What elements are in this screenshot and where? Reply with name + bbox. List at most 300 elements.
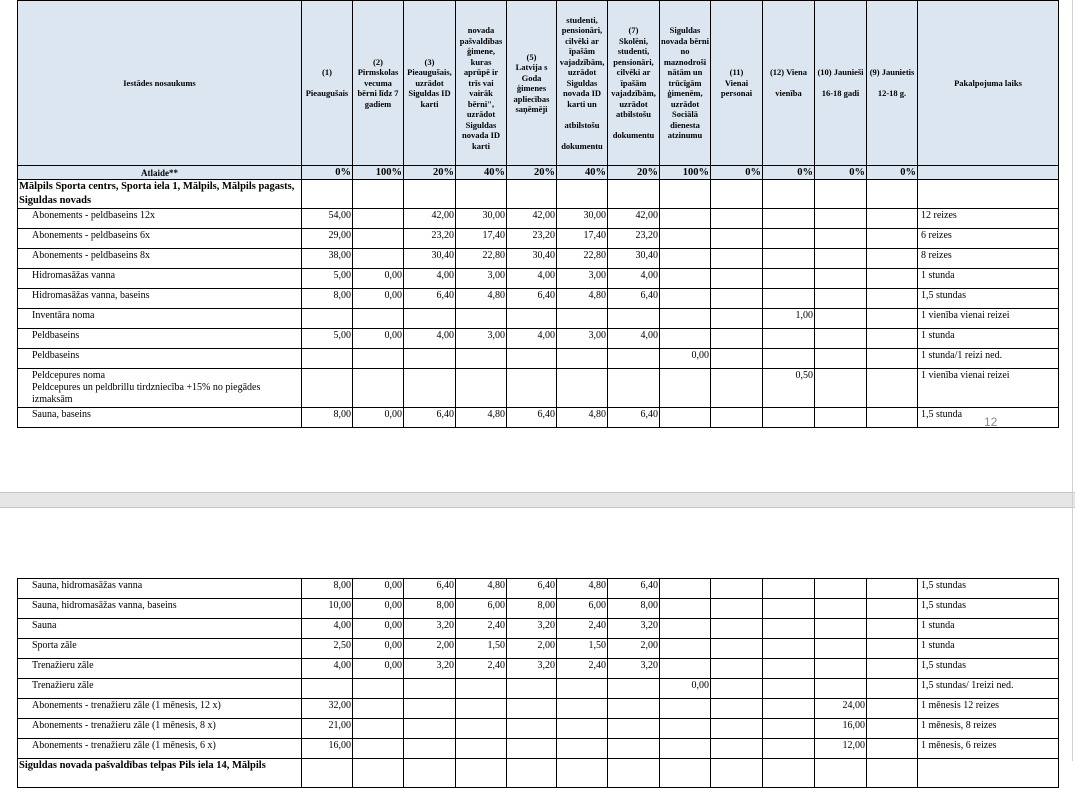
empty-cell (404, 180, 456, 209)
empty-cell (815, 759, 867, 788)
price-cell (815, 579, 867, 599)
price-cell: 6,00 (456, 599, 507, 619)
price-cell (711, 229, 763, 249)
price-cell: 6,40 (608, 408, 660, 428)
column-header: (7) Skolēni, studenti, pensionāri, cilvēki ar īpašām vajadzībām, uzrādot atbilstošu dokumentu (608, 1, 660, 166)
price-cell (815, 289, 867, 309)
price-cell (660, 329, 711, 349)
empty-cell (815, 180, 867, 209)
price-cell (456, 679, 507, 699)
discount-value: 20% (507, 166, 557, 180)
price-cell: 4,00 (404, 329, 456, 349)
price-cell (557, 309, 608, 329)
discount-value: 40% (456, 166, 507, 180)
price-cell (660, 659, 711, 679)
empty-cell (763, 180, 815, 209)
price-cell (815, 329, 867, 349)
service-name: Trenažieru zāle (18, 659, 302, 679)
section-row (18, 759, 1059, 788)
price-cell (815, 639, 867, 659)
price-cell (608, 369, 660, 408)
service-name: Trenažieru zāle (18, 679, 302, 699)
service-name: Inventāra noma (18, 309, 302, 329)
document-page-13 (0, 508, 1075, 771)
price-cell (404, 369, 456, 408)
service-time: 1 mēnesis, 8 reizes (918, 719, 1059, 739)
price-cell: 10,00 (302, 599, 353, 619)
service-time: 1 stunda/1 reizi ned. (918, 349, 1059, 369)
price-cell (456, 309, 507, 329)
price-cell: 6,40 (404, 408, 456, 428)
price-cell: 6,40 (507, 579, 557, 599)
price-cell (404, 699, 456, 719)
empty-cell (660, 180, 711, 209)
price-cell: 4,00 (404, 269, 456, 289)
price-cell (660, 408, 711, 428)
service-time: 1,5 stundas (918, 289, 1059, 309)
empty-cell (711, 180, 763, 209)
price-cell (660, 249, 711, 269)
price-cell (353, 739, 404, 759)
empty-cell (557, 180, 608, 209)
service-name: Peldbaseins (18, 329, 302, 349)
price-cell: 38,00 (302, 249, 353, 269)
price-cell: 3,00 (456, 269, 507, 289)
header-name: Iestādes nosaukums (18, 1, 302, 166)
price-cell: 22,80 (456, 249, 507, 269)
service-name: Peldcepures noma Peldcepures un peldbrillu tirdzniecība +15% no piegādes izmaksām (18, 369, 302, 408)
empty-cell (507, 759, 557, 788)
price-cell (608, 699, 660, 719)
price-cell (763, 739, 815, 759)
table-row (18, 599, 1059, 619)
price-cell (456, 699, 507, 719)
price-cell (867, 369, 918, 408)
service-time: 1,5 stunda (918, 408, 1059, 428)
table-row (18, 289, 1059, 309)
price-cell: 0,00 (353, 619, 404, 639)
price-cell (660, 269, 711, 289)
column-header: (10) Jaunieši 16-18 gadi (815, 1, 867, 166)
service-name: Sauna, hidromasāžas vanna, baseins (18, 599, 302, 619)
empty-cell (608, 759, 660, 788)
discount-value: 100% (660, 166, 711, 180)
price-cell (867, 209, 918, 229)
price-cell (557, 739, 608, 759)
price-cell (660, 639, 711, 659)
price-cell (507, 699, 557, 719)
price-cell (867, 269, 918, 289)
column-header: (11) Vienai personai (711, 1, 763, 166)
price-cell (557, 719, 608, 739)
price-cell (353, 349, 404, 369)
table-row (18, 639, 1059, 659)
price-cell: 3,20 (404, 659, 456, 679)
price-cell (507, 679, 557, 699)
empty-cell (557, 759, 608, 788)
column-header: (5) Latvija s Goda ģimenes apliecības saņēmēji (507, 1, 557, 166)
price-cell: 4,80 (456, 289, 507, 309)
price-cell: 8,00 (302, 289, 353, 309)
service-name: Sauna (18, 619, 302, 639)
price-cell: 17,40 (456, 229, 507, 249)
price-cell (608, 679, 660, 699)
price-cell: 23,20 (404, 229, 456, 249)
price-cell: 4,80 (557, 408, 608, 428)
price-cell (353, 229, 404, 249)
column-header: studenti, pensionāri, cilvēki ar īpašām vajadzībām, uzrādot Siguldas novada ID karti un atbilstošu dokumentu (557, 1, 608, 166)
price-cell (815, 659, 867, 679)
discount-value: 20% (404, 166, 456, 180)
service-name: Sauna, baseins (18, 408, 302, 428)
empty-cell (456, 180, 507, 209)
empty-cell (660, 759, 711, 788)
price-cell (867, 679, 918, 699)
discount-row (18, 166, 1059, 180)
service-name: Abonements - peldbaseins 12x (18, 209, 302, 229)
price-cell (711, 269, 763, 289)
price-cell: 42,00 (608, 209, 660, 229)
discount-value: 0% (302, 166, 353, 180)
price-cell (763, 209, 815, 229)
price-cell: 2,40 (456, 659, 507, 679)
price-cell: 2,40 (456, 619, 507, 639)
price-cell (815, 309, 867, 329)
table-row (18, 329, 1059, 349)
price-cell (456, 719, 507, 739)
header-time: Pakalpojuma laiks (918, 1, 1059, 166)
price-cell (867, 349, 918, 369)
table-row (18, 699, 1059, 719)
price-cell (608, 719, 660, 739)
price-cell: 6,40 (608, 579, 660, 599)
service-time: 1 stunda (918, 329, 1059, 349)
price-cell: 30,40 (404, 249, 456, 269)
price-cell (867, 599, 918, 619)
price-cell (763, 679, 815, 699)
price-cell (867, 619, 918, 639)
price-cell (353, 719, 404, 739)
price-cell: 4,00 (608, 269, 660, 289)
discount-value: 20% (608, 166, 660, 180)
price-cell (711, 599, 763, 619)
price-cell (815, 209, 867, 229)
price-cell: 6,00 (557, 599, 608, 619)
price-cell: 4,80 (557, 579, 608, 599)
discount-value: 100% (353, 166, 404, 180)
page-break-gap (0, 492, 1075, 508)
price-cell: 0,00 (353, 639, 404, 659)
price-cell: 30,40 (507, 249, 557, 269)
price-table-page-13 (17, 578, 1059, 788)
column-header: novada pašvaldības ģimene, kuras aprūpē ir trīs vai vairāk bērni", uzrādot Siguldas novada ID karti (456, 1, 507, 166)
price-cell: 3,20 (608, 619, 660, 639)
price-cell: 3,20 (404, 619, 456, 639)
empty-cell (353, 180, 404, 209)
price-cell (660, 739, 711, 759)
price-cell: 3,00 (557, 329, 608, 349)
price-cell (711, 699, 763, 719)
price-cell (763, 619, 815, 639)
price-cell: 2,40 (557, 659, 608, 679)
price-table-page-12 (17, 0, 1059, 428)
price-cell: 3,00 (557, 269, 608, 289)
price-cell: 12,00 (815, 739, 867, 759)
service-time: 8 reizes (918, 249, 1059, 269)
price-cell (608, 309, 660, 329)
price-cell (353, 679, 404, 699)
table-row (18, 229, 1059, 249)
price-cell (867, 579, 918, 599)
price-cell (507, 369, 557, 408)
service-name: Abonements - peldbaseins 8x (18, 249, 302, 269)
price-cell (404, 349, 456, 369)
empty-cell (867, 180, 918, 209)
price-cell (763, 599, 815, 619)
price-cell (353, 699, 404, 719)
empty-cell (302, 759, 353, 788)
price-cell (660, 209, 711, 229)
price-cell: 4,00 (507, 269, 557, 289)
price-cell (711, 619, 763, 639)
price-cell: 3,00 (456, 329, 507, 349)
price-cell: 3,20 (507, 659, 557, 679)
service-name: Peldbaseins (18, 349, 302, 369)
table-row (18, 309, 1059, 329)
price-cell (507, 349, 557, 369)
price-cell (557, 349, 608, 369)
table-row (18, 408, 1059, 428)
header-row (18, 1, 1059, 166)
price-cell (353, 209, 404, 229)
price-cell: 4,00 (507, 329, 557, 349)
price-cell (302, 309, 353, 329)
column-header: (12) Viena vienība (763, 1, 815, 166)
table-row (18, 249, 1059, 269)
column-header: (3) Pieaugušais, uzrādot Siguldas ID karti (404, 1, 456, 166)
price-cell (763, 639, 815, 659)
price-cell: 0,00 (353, 269, 404, 289)
price-cell: 0,00 (353, 289, 404, 309)
price-cell (302, 369, 353, 408)
price-cell: 16,00 (302, 739, 353, 759)
table-row (18, 739, 1059, 759)
table-row (18, 719, 1059, 739)
price-cell (711, 639, 763, 659)
empty-cell (867, 759, 918, 788)
page-number: 12 (984, 415, 998, 429)
price-cell (711, 289, 763, 309)
column-header: (9) Jaunietis 12-18 g. (867, 1, 918, 166)
price-cell (763, 229, 815, 249)
price-cell: 2,50 (302, 639, 353, 659)
price-cell: 3,20 (608, 659, 660, 679)
price-cell: 8,00 (507, 599, 557, 619)
service-time: 1,5 stundas (918, 599, 1059, 619)
price-cell: 30,40 (608, 249, 660, 269)
price-cell: 21,00 (302, 719, 353, 739)
price-cell (815, 269, 867, 289)
price-cell: 2,00 (404, 639, 456, 659)
price-cell: 5,00 (302, 269, 353, 289)
price-cell (815, 599, 867, 619)
section-title: Siguldas novada pašvaldības telpas Pils iela 14, Mālpils (18, 759, 302, 788)
empty-cell (608, 180, 660, 209)
price-cell (660, 309, 711, 329)
discount-value: 40% (557, 166, 608, 180)
empty-cell (711, 759, 763, 788)
price-cell (763, 659, 815, 679)
price-cell (660, 579, 711, 599)
price-cell (302, 349, 353, 369)
table-row (18, 209, 1059, 229)
price-cell (711, 209, 763, 229)
discount-empty (918, 166, 1059, 180)
discount-value: 0% (711, 166, 763, 180)
price-cell: 6,40 (404, 289, 456, 309)
price-cell (608, 739, 660, 759)
price-cell (404, 679, 456, 699)
service-time: 12 reizes (918, 209, 1059, 229)
price-cell (867, 719, 918, 739)
service-name: Abonements - peldbaseins 6x (18, 229, 302, 249)
empty-cell (507, 180, 557, 209)
price-cell: 16,00 (815, 719, 867, 739)
service-time: 1 vienība vienai reizei (918, 369, 1059, 408)
price-cell (507, 309, 557, 329)
service-time: 1 stunda (918, 639, 1059, 659)
price-cell (815, 369, 867, 408)
table-row (18, 269, 1059, 289)
price-cell (867, 739, 918, 759)
price-cell: 1,00 (763, 309, 815, 329)
price-cell (763, 289, 815, 309)
section-title: Mālpils Sporta centrs, Sporta iela 1, Mālpils, Mālpils pagasts, Siguldas novads (18, 180, 302, 209)
price-cell (608, 349, 660, 369)
price-cell (507, 719, 557, 739)
price-cell (711, 679, 763, 699)
section-row (18, 180, 1059, 209)
column-header: (2) Pirmskolas vecuma bērni līdz 7 gadiem (353, 1, 404, 166)
price-cell: 42,00 (404, 209, 456, 229)
service-name: Sauna, hidromasāžas vanna (18, 579, 302, 599)
service-time: 1 mēnesis 12 reizes (918, 699, 1059, 719)
price-cell (711, 329, 763, 349)
price-cell: 3,20 (507, 619, 557, 639)
service-name: Hidromasāžas vanna (18, 269, 302, 289)
price-cell: 24,00 (815, 699, 867, 719)
price-cell (815, 249, 867, 269)
price-cell: 0,00 (660, 679, 711, 699)
column-header: (1) Pieaugušais (302, 1, 353, 166)
price-cell: 5,00 (302, 329, 353, 349)
price-cell (353, 369, 404, 408)
price-cell (867, 309, 918, 329)
price-cell (711, 309, 763, 329)
discount-value: 0% (763, 166, 815, 180)
price-cell (404, 309, 456, 329)
price-cell: 0,00 (353, 408, 404, 428)
price-cell (660, 719, 711, 739)
price-cell: 23,20 (608, 229, 660, 249)
table-row (18, 619, 1059, 639)
price-cell (660, 289, 711, 309)
empty-cell (918, 759, 1059, 788)
service-name: Hidromasāžas vanna, baseins (18, 289, 302, 309)
price-cell: 1,50 (456, 639, 507, 659)
price-cell: 30,00 (557, 209, 608, 229)
price-cell (507, 739, 557, 759)
empty-cell (763, 759, 815, 788)
service-time: 1 vienība vienai reizei (918, 309, 1059, 329)
price-cell (660, 599, 711, 619)
price-cell (456, 739, 507, 759)
table-row (18, 659, 1059, 679)
price-cell (660, 369, 711, 408)
price-cell (711, 369, 763, 408)
price-cell (711, 579, 763, 599)
price-cell: 8,00 (302, 408, 353, 428)
price-cell: 17,40 (557, 229, 608, 249)
price-cell (763, 699, 815, 719)
price-cell: 29,00 (302, 229, 353, 249)
empty-cell (456, 759, 507, 788)
service-time: 1,5 stundas (918, 659, 1059, 679)
price-cell: 8,00 (608, 599, 660, 619)
price-cell (815, 408, 867, 428)
price-cell (557, 699, 608, 719)
price-cell (711, 659, 763, 679)
price-cell: 8,00 (404, 599, 456, 619)
price-cell (867, 408, 918, 428)
price-cell: 42,00 (507, 209, 557, 229)
service-time: 1,5 stundas/ 1reizi ned. (918, 679, 1059, 699)
price-cell (867, 639, 918, 659)
table-row (18, 579, 1059, 599)
table-row (18, 369, 1059, 408)
service-name: Abonements - trenažieru zāle (1 mēnesis, 8 x) (18, 719, 302, 739)
price-cell (815, 349, 867, 369)
window-edge (1072, 0, 1073, 761)
price-cell (404, 739, 456, 759)
service-time: 1 mēnesis, 6 reizes (918, 739, 1059, 759)
price-cell (302, 679, 353, 699)
empty-cell (302, 180, 353, 209)
price-cell (867, 699, 918, 719)
price-cell (867, 289, 918, 309)
price-cell (711, 249, 763, 269)
discount-value: 0% (867, 166, 918, 180)
price-cell (456, 369, 507, 408)
service-time: 6 reizes (918, 229, 1059, 249)
price-cell (867, 329, 918, 349)
price-cell (711, 349, 763, 369)
price-cell (711, 719, 763, 739)
price-cell (763, 269, 815, 289)
price-cell: 0,50 (763, 369, 815, 408)
price-cell (711, 739, 763, 759)
price-cell: 0,00 (353, 659, 404, 679)
price-cell: 0,00 (353, 329, 404, 349)
price-cell (660, 619, 711, 639)
column-header: Siguldas novada bērni no maznodroši nātām un trūcīgām ģimenēm, uzrādot Sociālā dienesta atzinumu (660, 1, 711, 166)
price-cell: 4,80 (456, 579, 507, 599)
price-cell (763, 249, 815, 269)
empty-cell (353, 759, 404, 788)
service-time: 1 stunda (918, 619, 1059, 639)
price-cell (867, 229, 918, 249)
price-cell: 1,50 (557, 639, 608, 659)
